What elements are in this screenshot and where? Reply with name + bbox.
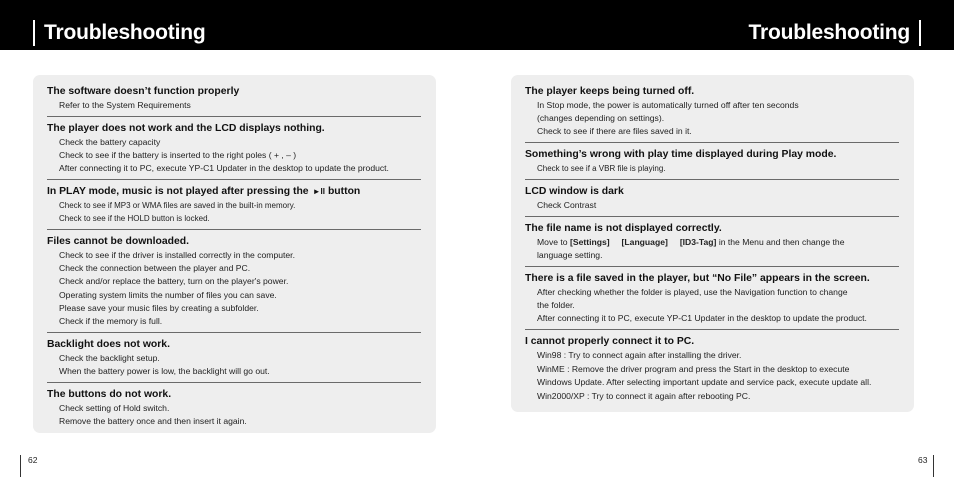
faq-software-not-functioning — [47, 85, 421, 117]
faq-line: Please save your music files by creating a subfolder. — [59, 303, 259, 313]
faq-heading: The player does not work and the LCD displays nothing. — [47, 123, 325, 134]
menu-language-label: [Language] — [621, 237, 668, 247]
faq-buttons-not-working — [47, 388, 421, 432]
faq-heading: The player keeps being turned off. — [525, 86, 695, 97]
faq-files-cannot-download — [47, 235, 421, 333]
faq-line: Win98 : Try to connect again after installing the driver. — [537, 350, 742, 360]
faq-line: the folder. — [537, 300, 575, 310]
troubleshooting-panel-right — [511, 75, 914, 412]
faq-line: Check to see if the battery is inserted to the right poles ( + , – ) — [59, 150, 297, 160]
faq-line: Check to see if a VBR file is playing. — [537, 164, 666, 173]
faq-player-turned-off — [525, 85, 899, 143]
page-title-right: Troubleshooting — [749, 20, 921, 46]
menu-id3-tag-label: [ID3-Tag] — [679, 237, 717, 247]
faq-heading: LCD window is dark — [525, 186, 624, 197]
header-bar — [0, 0, 954, 50]
faq-no-file-appears — [525, 272, 899, 330]
faq-heading-text: button — [327, 186, 361, 197]
faq-line: Check Contrast — [537, 200, 597, 210]
faq-heading: Files cannot be downloaded. — [47, 236, 190, 247]
play-pause-icon: ►II — [312, 187, 325, 196]
faq-heading: The file name is not displayed correctly. — [525, 223, 722, 234]
faq-heading-text: In PLAY mode, music is not played after pressing the — [47, 186, 309, 197]
menu-settings-label: [Settings] — [569, 237, 610, 247]
faq-line: language setting. — [537, 250, 603, 260]
faq-line: After connecting it to PC, execute YP-C1 Updater in the desktop to update the product. — [537, 313, 867, 323]
faq-cannot-connect-pc — [525, 335, 899, 407]
page-number-left: 62 — [28, 455, 38, 465]
faq-heading: I cannot properly connect it to PC. — [525, 336, 695, 347]
faq-play-time-wrong — [525, 148, 899, 180]
faq-heading — [47, 185, 421, 199]
faq-heading: There is a file saved in the player, but “No File” appears in the screen. — [525, 273, 870, 284]
faq-line-text: in the Menu and then change the — [718, 237, 845, 247]
faq-heading: Backlight does not work. — [47, 339, 170, 350]
faq-line: After connecting it to PC, execute YP-C1 Updater in the desktop to update the product. — [59, 163, 389, 173]
faq-music-not-played — [47, 185, 421, 230]
faq-line: Check if the memory is full. — [59, 316, 163, 326]
faq-line: Check the connection between the player and PC. — [59, 263, 251, 273]
faq-line: Check to see if there are files saved in it. — [537, 126, 692, 136]
faq-line: In Stop mode, the power is automatically turned off after ten seconds — [537, 100, 799, 110]
faq-line: (changes depending on settings). — [537, 113, 665, 123]
faq-lcd-displays-nothing — [47, 122, 421, 180]
faq-line: Check to see if the driver is installed correctly in the computer. — [59, 250, 295, 260]
faq-line: Check the backlight setup. — [59, 353, 160, 363]
faq-line: Refer to the System Requirements — [59, 100, 191, 110]
faq-line: Remove the battery once and then insert it again. — [59, 416, 247, 426]
troubleshooting-panel-left — [33, 75, 436, 433]
faq-line: Win2000/XP : Try to connect it again after rebooting PC. — [537, 391, 751, 401]
faq-backlight-not-working — [47, 338, 421, 383]
faq-line: Check the battery capacity — [59, 137, 161, 147]
faq-heading: Something’s wrong with play time displayed during Play mode. — [525, 149, 837, 160]
page-number-right: 63 — [918, 455, 928, 465]
faq-heading: The software doesn’t function properly — [47, 86, 240, 97]
faq-line: WinME : Remove the driver program and press the Start in the desktop to execute — [537, 364, 850, 374]
faq-line: Check and/or replace the battery, turn on the player's power. — [59, 276, 289, 286]
page-margin-marker-left — [20, 455, 21, 477]
page-title-left: Troubleshooting — [33, 20, 205, 46]
faq-lcd-dark — [525, 185, 899, 217]
faq-line — [525, 236, 899, 249]
page-margin-marker-right — [933, 455, 934, 477]
faq-line: After checking whether the folder is played, use the Navigation function to change — [537, 287, 848, 297]
faq-line: Check to see if MP3 or WMA files are saved in the built-in memory. — [59, 201, 296, 210]
faq-line: Windows Update. After selecting important update and service pack, execute update all. — [537, 377, 872, 387]
faq-line: When the battery power is low, the backlight will go out. — [59, 366, 270, 376]
faq-file-name-not-displayed — [525, 222, 899, 267]
faq-line-text: Move to — [537, 237, 568, 247]
faq-line: Check to see if the HOLD button is locked. — [59, 214, 210, 223]
faq-line: Operating system limits the number of files you can save. — [59, 290, 277, 300]
faq-heading: The buttons do not work. — [47, 389, 172, 400]
faq-line: Check setting of Hold switch. — [59, 403, 170, 413]
